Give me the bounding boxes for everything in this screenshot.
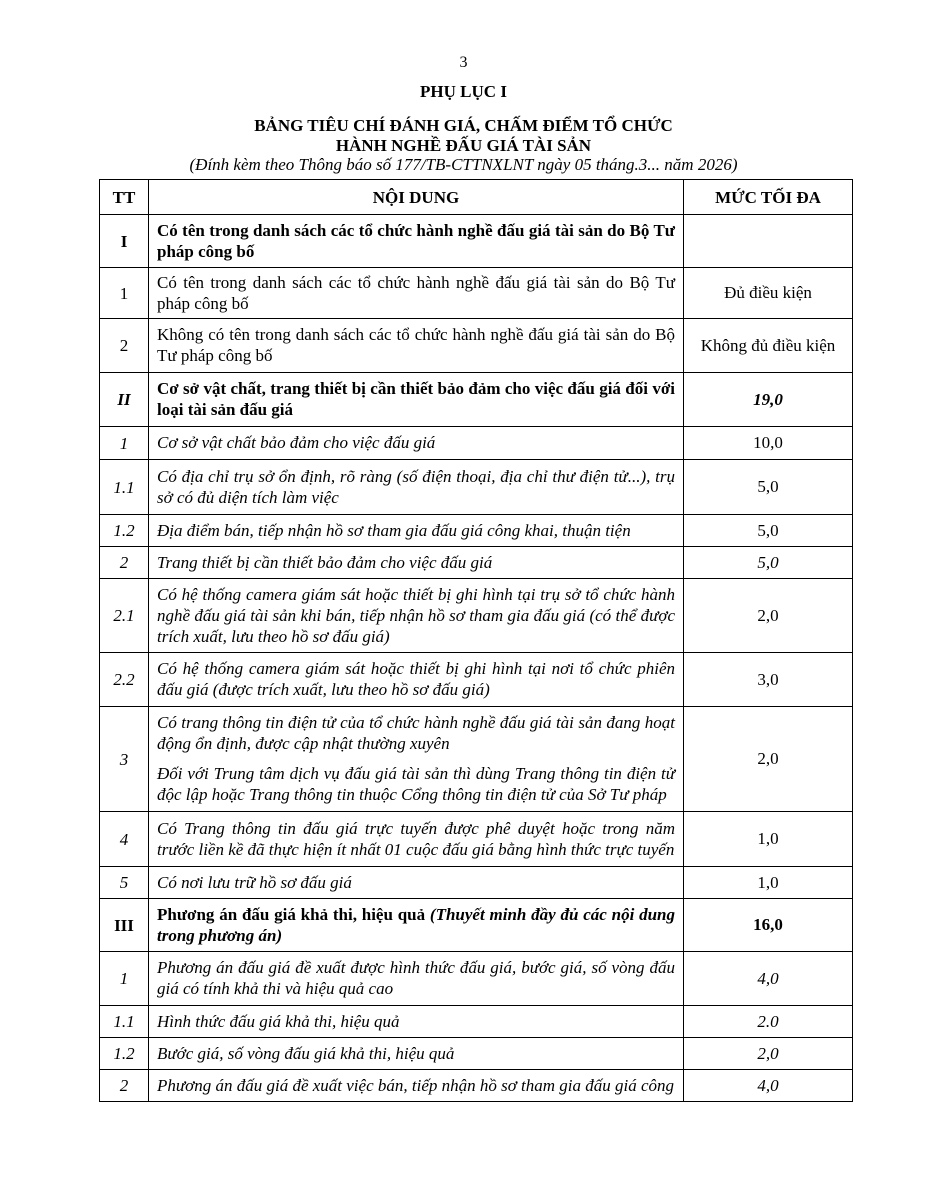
subtitle-day: 05 [574, 155, 592, 174]
table-row [100, 952, 853, 1006]
subtitle-month: .3... [634, 155, 661, 174]
row-content: Cơ sở vật chất bảo đảm cho việc đấu giá [149, 427, 684, 460]
row-max: 10,0 [684, 427, 853, 460]
row-max: 19,0 [684, 373, 853, 427]
row-max: 2.0 [684, 1006, 853, 1038]
row-content-main: Có trang thông tin điện tử của tổ chức hành nghề đấu giá tài sản đang hoạt động ổn định, được cập nhật thường xuyên [157, 713, 675, 753]
row-tt: 1.1 [100, 460, 149, 515]
row-content: Có hệ thống camera giám sát hoặc thiết bị ghi hình tại nơi tổ chức phiên đấu giá (được trích xuất, lưu theo hồ sơ đấu giá) [149, 653, 684, 707]
row-max: 5,0 [684, 547, 853, 579]
row-tt: 1 [100, 427, 149, 460]
appendix-heading: PHỤ LỤC I [420, 82, 507, 101]
document-subtitle [0, 155, 927, 175]
row-max: 3,0 [684, 653, 853, 707]
row-tt: 1.2 [100, 1038, 149, 1070]
row-tt: 2 [100, 547, 149, 579]
table-row [100, 1038, 853, 1070]
header-max: MỨC TỐI ĐA [684, 180, 853, 215]
table-row [100, 867, 853, 899]
row-content: Địa điểm bán, tiếp nhận hồ sơ tham gia đấu giá công khai, thuận tiện [149, 515, 684, 547]
row-content: Trang thiết bị cần thiết bảo đảm cho việc đấu giá [149, 547, 684, 579]
document-title-line-1: BẢNG TIÊU CHÍ ĐÁNH GIÁ, CHẤM ĐIỂM TỔ CHỨC [254, 116, 673, 135]
table-row [100, 427, 853, 460]
subtitle-prefix: (Đính kèm theo Thông báo số [189, 155, 396, 174]
row-content-note: Đối với Trung tâm dịch vụ đấu giá tài sản thì dùng Trang thông tin điện tử độc lập hoặc Trang thông tin thuộc Cổng thông tin điện tử của Sở Tư pháp [157, 764, 675, 804]
header-tt: TT [100, 180, 149, 215]
criteria-table [99, 179, 853, 1102]
row-content: Có hệ thống camera giám sát hoặc thiết bị ghi hình tại trụ sở tổ chức hành nghề đấu giá tài sản khi bán, tiếp nhận hồ sơ tham gia đấu giá (có thể được trích xuất, lưu theo hồ sơ đấu giá) [149, 579, 684, 653]
row-content: Không có tên trong danh sách các tổ chức hành nghề đấu giá tài sản do Bộ Tư pháp công bố [149, 319, 684, 373]
table-header-row [100, 180, 853, 215]
row-content: Bước giá, số vòng đấu giá khả thi, hiệu quả [149, 1038, 684, 1070]
subtitle-mid: /TB-CTTNXLNT ngày [420, 155, 575, 174]
row-tt: II [100, 373, 149, 427]
row-content: Có tên trong danh sách các tổ chức hành nghề đấu giá tài sản do Bộ Tư pháp công bố [149, 215, 684, 268]
table-row [100, 319, 853, 373]
subtitle-suffix: năm 2026) [660, 155, 738, 174]
table-row [100, 579, 853, 653]
row-content: Cơ sở vật chất, trang thiết bị cần thiết bảo đảm cho việc đấu giá đối với loại tài sản đấu giá [149, 373, 684, 427]
row-max: 4,0 [684, 1070, 853, 1102]
row-content: Hình thức đấu giá khả thi, hiệu quả [149, 1006, 684, 1038]
table-row [100, 373, 853, 427]
row-content [149, 899, 684, 952]
row-tt: 1 [100, 952, 149, 1006]
table-row [100, 653, 853, 707]
row-max: 5,0 [684, 460, 853, 515]
row-max: 1,0 [684, 867, 853, 899]
table-row [100, 812, 853, 867]
row-tt: III [100, 899, 149, 952]
table-row [100, 707, 853, 812]
table-row [100, 1006, 853, 1038]
table-row [100, 215, 853, 268]
table-row [100, 515, 853, 547]
row-tt: 1.1 [100, 1006, 149, 1038]
row-tt: 2 [100, 1070, 149, 1102]
row-content [149, 707, 684, 812]
row-tt: 3 [100, 707, 149, 812]
table-row [100, 1070, 853, 1102]
table-row [100, 268, 853, 319]
row-content: Có địa chỉ trụ sở ổn định, rõ ràng (số điện thoại, địa chỉ thư điện tử...), trụ sở có đủ diện tích làm việc [149, 460, 684, 515]
row-max: 2,0 [684, 1038, 853, 1070]
table-row [100, 460, 853, 515]
header-content: NỘI DUNG [149, 180, 684, 215]
row-tt: I [100, 215, 149, 268]
row-tt: 1 [100, 268, 149, 319]
row-tt: 5 [100, 867, 149, 899]
row-tt: 2 [100, 319, 149, 373]
row-max: 2,0 [684, 707, 853, 812]
row-tt: 4 [100, 812, 149, 867]
row-content-suffix: (Thuyết minh đầy đủ các nội dung trong phương án) [157, 904, 675, 945]
row-content: Có tên trong danh sách các tổ chức hành nghề đấu giá tài sản do Bộ Tư pháp công bố [149, 268, 684, 319]
row-content: Phương án đấu giá đề xuất việc bán, tiếp nhận hồ sơ tham gia đấu giá công [149, 1070, 684, 1102]
row-max: 4,0 [684, 952, 853, 1006]
row-content-main: Phương án đấu giá khả thi, hiệu quả [157, 904, 426, 924]
row-tt: 2.1 [100, 579, 149, 653]
row-content: Có Trang thông tin đấu giá trực tuyến được phê duyệt hoặc trong năm trước liền kề đã thực hiện ít nhất 01 cuộc đấu giá bằng hình thức trực tuyến [149, 812, 684, 867]
row-max: Đủ điều kiện [684, 268, 853, 319]
page-number: 3 [459, 54, 468, 71]
row-max: 2,0 [684, 579, 853, 653]
table-row [100, 547, 853, 579]
table-row [100, 899, 853, 952]
document-title-line-2: HÀNH NGHỀ ĐẤU GIÁ TÀI SẢN [335, 136, 592, 155]
row-content: Phương án đấu giá đề xuất được hình thức đấu giá, bước giá, số vòng đấu giá có tính khả thi và hiệu quả cao [149, 952, 684, 1006]
row-max: 5,0 [684, 515, 853, 547]
row-content: Có nơi lưu trữ hồ sơ đấu giá [149, 867, 684, 899]
subtitle-month-label: tháng [591, 155, 635, 174]
row-tt: 1.2 [100, 515, 149, 547]
row-max [684, 215, 853, 268]
row-max: 16,0 [684, 899, 853, 952]
row-tt: 2.2 [100, 653, 149, 707]
subtitle-number: 177 [395, 155, 421, 174]
row-max: Không đủ điều kiện [684, 319, 853, 373]
row-max: 1,0 [684, 812, 853, 867]
